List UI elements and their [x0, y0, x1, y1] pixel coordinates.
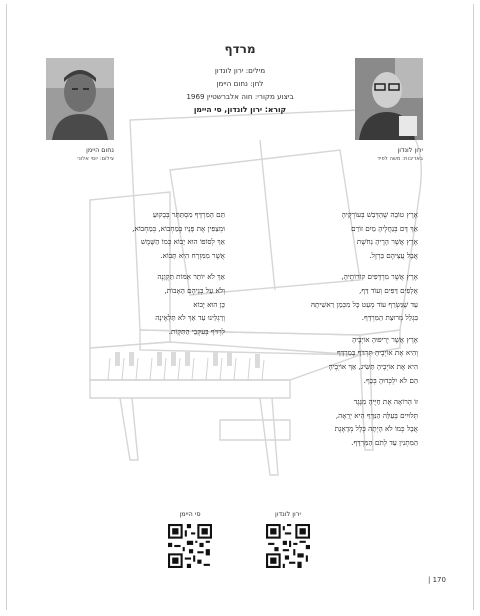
poem-line: אֲשֶׁר מִמִּזְרָח הִיא תָּבוֹא.	[160, 250, 225, 260]
poem-line: אַךְ דָּם בְּנַחֲלֶיהָ מַיִם זוֹרֵם	[351, 223, 418, 233]
poem-line: וּמְצַפִּין אֶת פָּנָיו בְּמַחְבוֹא, בְּמַחְבוֹא,	[132, 223, 225, 233]
page-number: | 170	[428, 576, 446, 584]
qr-label-left: סי היימן	[179, 510, 201, 518]
poem-line: אֲלָפִים דַּפִּים וְעוֹד דַּף,	[359, 285, 418, 295]
poem-left-column	[70, 208, 225, 338]
song-credits	[140, 64, 340, 116]
qr-label-right: ירון לונדון	[275, 510, 301, 518]
poem-line: תַּם הַמִּרְדָּף מִסְתַּתֵּר בְּבָקוּעַ	[152, 210, 225, 219]
lyrics-credit: מילים: ירון לונדון	[214, 66, 266, 75]
poem-line: אַךְ לֹא יוֹתֵר אִמּוֹת תַּקְוָנֶה	[157, 272, 225, 282]
stanza-break	[70, 262, 225, 270]
lyricist-portrait	[355, 58, 423, 140]
lyricist-name: ירון לונדון	[397, 146, 423, 154]
poem-line: תְּלוּיִים בְּעַלֵּה הַנִּדָּף הִיא יְרֵאָה,	[335, 410, 418, 420]
music-credit: לחן: נחום היימן	[216, 79, 264, 88]
lyricist-photo-credit: באדיבות: משה לפיד	[377, 156, 423, 162]
poem-line: הֵם לֹא יִלְכְּדוּהָ בְּכַף.	[363, 375, 418, 385]
page-number-value: 170	[432, 576, 446, 584]
poem-line: וְרַגְלֵינוּ עַד אַךְ לֹא תַּלְאֶינָה	[155, 313, 225, 323]
poem-line: אֶרֶץ אֲשֶׁר הָרֶיהָ נְחֹשֶׁת	[356, 237, 418, 247]
reader-credit: קורא: ירון לונדון, סי היימן	[193, 105, 287, 114]
qr-code-right[interactable]	[266, 524, 310, 568]
poem-line: אֲבָל כְּמוֹ לֹא הָיְתָה כְּלָל מְדָאֶגֶת	[334, 424, 418, 434]
poem-line: אַךְ לְסוֹפוֹ הוּא יָבוֹא כְּמוֹ הַשֶּׁמֶשׁ	[140, 237, 225, 247]
poem-line: אֶרֶץ טוֹבָה שֶׁהַדְּבַשׁ בְּעוֹרְקֶיהָ	[341, 210, 418, 219]
poem-line: זוֹ הָרוֹאָה אֶת חַיֶּיהָ מִנֶּגֶד	[353, 397, 418, 407]
poem-line: עַד שֶׁנִּשְׂרַף עוֹד מְעַט כָּל מִכְּמַן רֵאשִׁיתָהּ	[310, 299, 418, 309]
song-title: מרדף	[224, 42, 256, 56]
composer-photo-credit: צילום: יוסי אלוני	[77, 156, 114, 162]
poem-line: כֵּן הוּא יָבוֹא	[193, 299, 225, 309]
poem-line: וְהִיא אֶת אוֹיְבֶיהָ תִּרְדֹּף בְּמִרְדָּף	[336, 348, 418, 358]
poem-line: הַמִּתְנִין עַד לְתֹם הַמִּרְדָּף.	[351, 437, 418, 447]
poem-line: הִיא אֶת אוֹיְבֶיהָ תַּשִּׂיג, אַךְ אוֹיְבֶיהָ	[328, 361, 418, 371]
poem-line: אֶרֶץ אֲשֶׁר יְרִיפוּהָ אוֹיְבֶיהָ	[352, 334, 418, 344]
stanza-break	[260, 387, 418, 395]
stanza-break	[260, 262, 418, 270]
performance-credit: ביצוע מקורי: חוה אלברשטיין 1969	[186, 92, 294, 101]
qr-code-left[interactable]	[168, 524, 212, 568]
poem-line: אֶרֶץ אֲשֶׁר מִרְדָּפִים קוֹרוֹתֶיהָ,	[341, 272, 418, 282]
poem-line: וְלֹא עַל בְּנֵיהֶם הָאָבוֹת,	[164, 285, 225, 295]
composer-name: נחום היימן	[86, 146, 114, 154]
poem-right-column	[260, 208, 418, 450]
composer-portrait	[46, 58, 114, 140]
poem-line: אֲבָל עֲצֵיהֶם בַּרְזֶל.	[369, 250, 418, 260]
poem-line: לִרְדֹּף בְּעִקְּבֵי הַתִּקְוֹת.	[168, 326, 225, 336]
stanza-break	[260, 325, 418, 333]
poem-line: בִּגְלַל מְרוּצַת הַמִּרְדָּף.	[361, 313, 418, 323]
